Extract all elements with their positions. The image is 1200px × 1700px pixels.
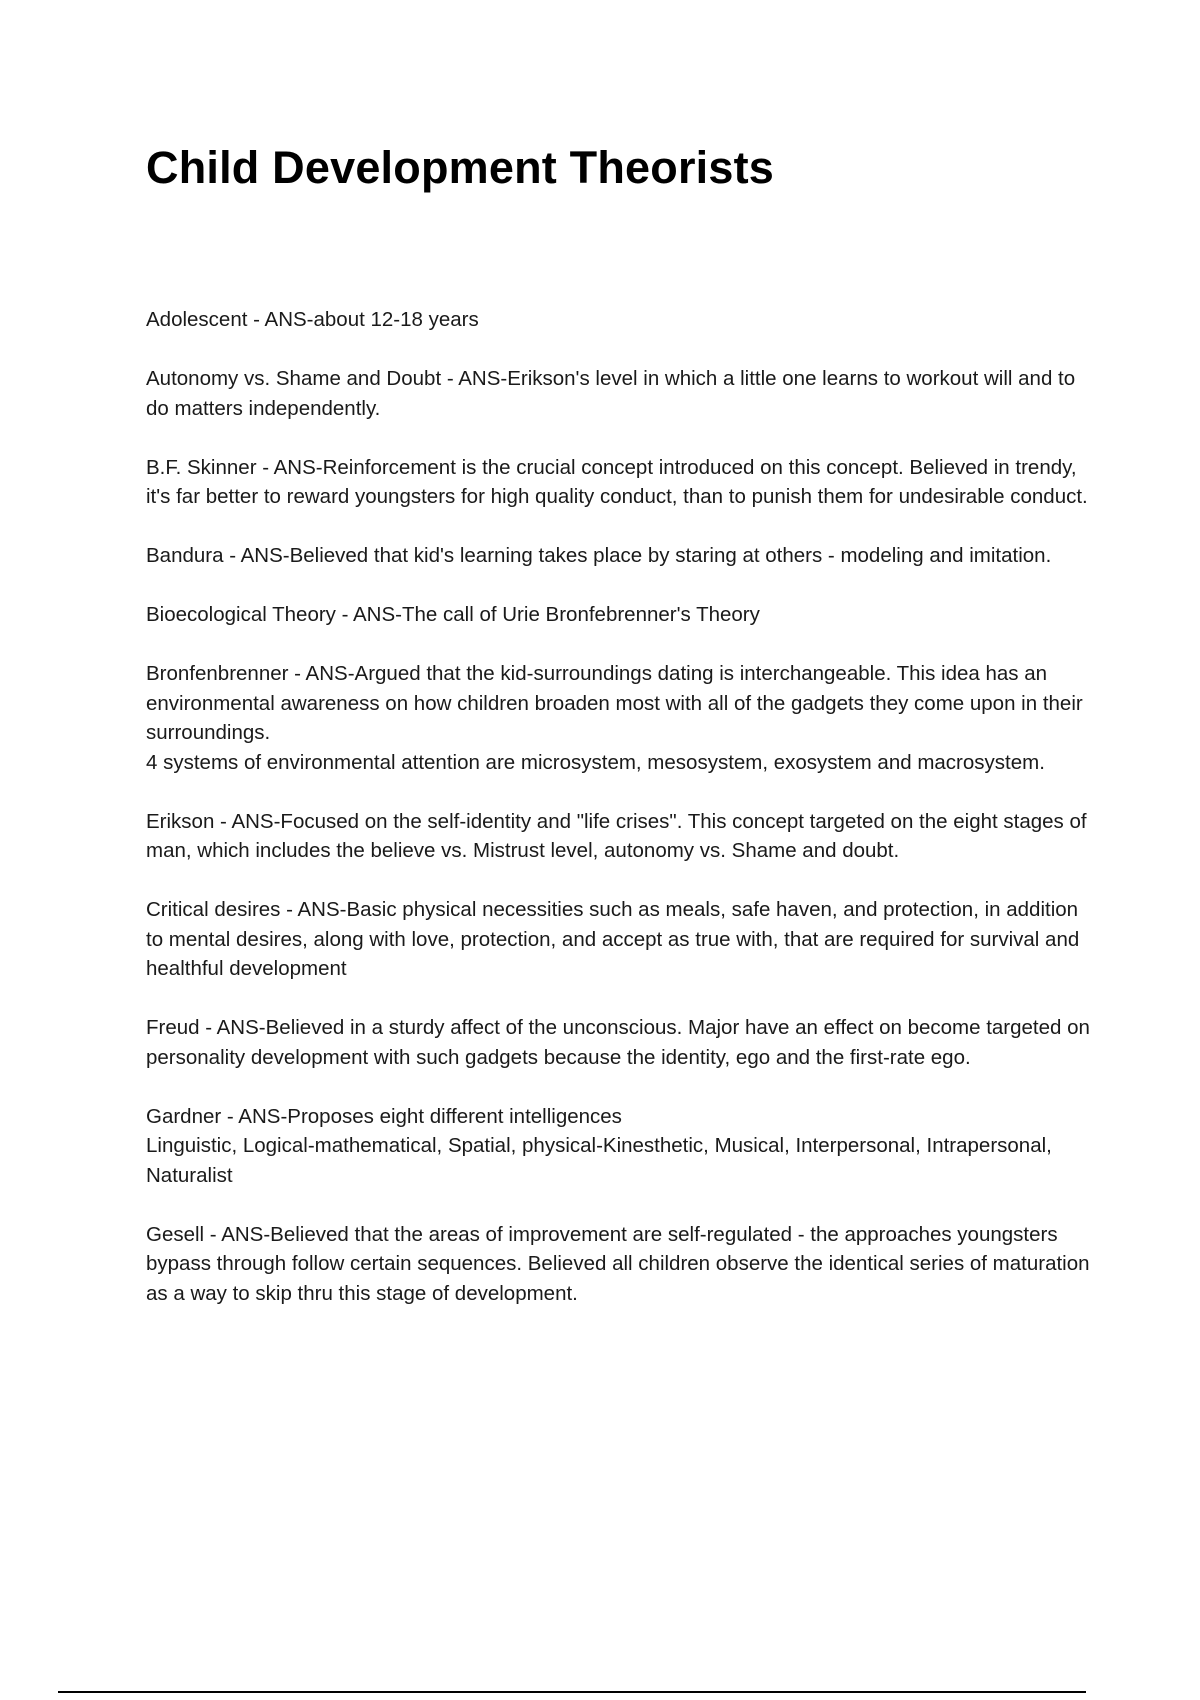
entry-freud <box>146 1013 1091 1072</box>
entry-text: Bronfenbrenner - ANS-Argued that the kid-surroundings dating is interchangeable. This idea has an environmental awareness on how children broaden most with all of the gadgets they come upon in their surroundings. <box>146 662 1083 744</box>
page-title: Child Development Theorists <box>146 142 774 193</box>
entry-text: Critical desires - ANS-Basic physical necessities such as meals, safe haven, and protection, in addition to mental desires, along with love, protection, and accept as true with, that are required for survival and healthful development <box>146 898 1080 980</box>
entry-text: Erikson - ANS-Focused on the self-identity and "life crises". This concept targeted on the eight stages of man, which includes the believe vs. Mistrust level, autonomy vs. Shame and doubt. <box>146 809 1087 862</box>
entry-autonomy-vs-shame <box>146 364 1091 423</box>
entry-text: 4 systems of environmental attention are microsystem, mesosystem, exosystem and macrosystem. <box>146 750 1045 774</box>
entry-erikson <box>146 807 1091 866</box>
entry-text: B.F. Skinner - ANS-Reinforcement is the crucial concept introduced on this concept. Believed in trendy, it's far better to reward youngsters for high quality conduct, than to punish them for undesirable conduct. <box>146 455 1088 508</box>
entry-text: Bandura - ANS-Believed that kid's learning takes place by staring at others - modeling and imitation. <box>146 544 1052 567</box>
entry-bioecological-theory <box>146 600 1091 630</box>
entry-bandura <box>146 541 1091 571</box>
entry-text: Gardner - ANS-Proposes eight different intelligences <box>146 1104 622 1128</box>
entry-bronfenbrenner <box>146 659 1091 777</box>
entry-text: Autonomy vs. Shame and Doubt - ANS-Erikson's level in which a little one learns to workout will and to do matters independently. <box>146 367 1076 420</box>
entry-gesell <box>146 1220 1091 1309</box>
entry-adolescent <box>146 305 1091 335</box>
entry-text: Bioecological Theory - ANS-The call of Urie Bronfebrenner's Theory <box>146 603 760 626</box>
entry-text: Freud - ANS-Believed in a sturdy affect of the unconscious. Major have an effect on become targeted on personality development with such gadgets because the identity, ego and the first-rate ego. <box>146 1016 1090 1069</box>
entry-text: Adolescent - ANS-about 12-18 years <box>146 308 479 331</box>
entry-list <box>146 305 1091 1338</box>
entry-gardner <box>146 1102 1091 1191</box>
entry-critical-desires <box>146 895 1091 984</box>
footer-divider <box>58 1691 1086 1693</box>
entry-bf-skinner <box>146 453 1091 512</box>
entry-text: Linguistic, Logical-mathematical, Spatial, physical-Kinesthetic, Musical, Interpersonal, Intrapersonal, Naturalist <box>146 1134 1052 1187</box>
entry-text: Gesell - ANS-Believed that the areas of improvement are self-regulated - the approaches youngsters bypass through follow certain sequences. Believed all children observe the identical series of maturation as a way to skip thru this stage of development. <box>146 1222 1090 1305</box>
